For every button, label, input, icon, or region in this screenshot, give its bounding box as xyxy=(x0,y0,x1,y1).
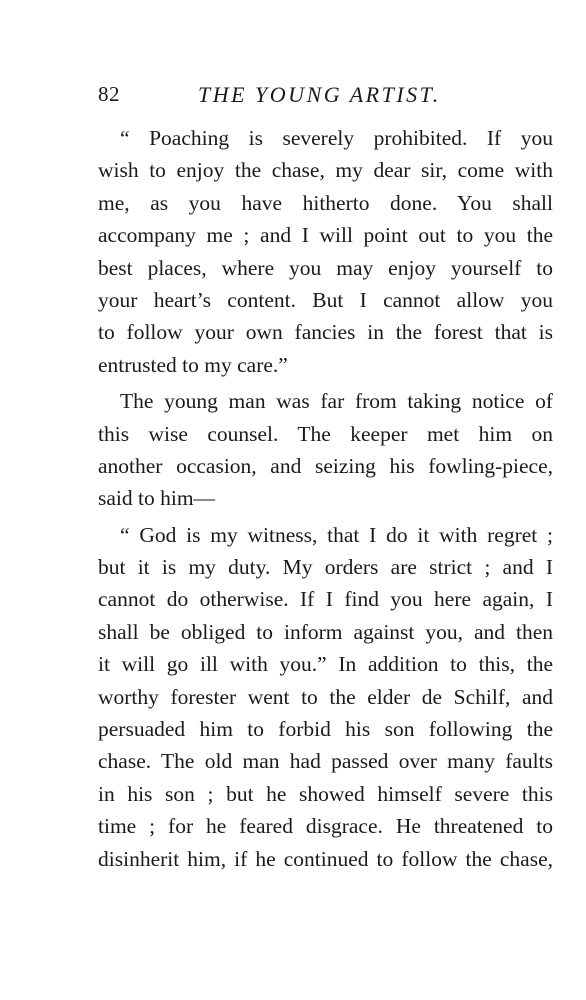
text-line: persuaded him to forbid his son following the xyxy=(98,717,553,742)
text-line: The young man was far from taking notice of xyxy=(120,389,553,414)
text-line: to follow your own fancies in the forest that is xyxy=(98,320,553,345)
text-line: another occasion, and seizing his fowling-piece, xyxy=(98,453,553,478)
body-text xyxy=(98,122,553,875)
text-line: in his son ; but he showed himself severe this xyxy=(98,781,553,806)
text-line: said to him— xyxy=(98,486,216,511)
paragraph xyxy=(98,519,553,875)
text-line: chase. The old man had passed over many faults xyxy=(98,749,553,774)
text-line: this wise counsel. The keeper met him on xyxy=(98,421,553,446)
text-line: “ Poaching is severely prohibited. If you xyxy=(120,126,553,150)
text-line: me, as you have hitherto done. You shall xyxy=(98,190,553,215)
text-line: but it is my duty. My orders are strict ; and I xyxy=(98,555,553,580)
text-line: accompany me ; and I will point out to you the xyxy=(98,223,553,248)
text-line: “ God is my witness, that I do it with regret ; xyxy=(120,522,553,547)
text-line: it will go ill with you.” In addition to this, the xyxy=(98,652,553,677)
text-line: worthy forester went to the elder de Schilf, and xyxy=(98,684,553,709)
text-line: shall be obliged to inform against you, and then xyxy=(98,619,553,644)
text-line: your heart’s content. But I cannot allow you xyxy=(98,287,553,312)
paragraph xyxy=(98,122,553,381)
text-line: time ; for he feared disgrace. He threatened to xyxy=(98,814,553,839)
paragraph xyxy=(98,385,553,515)
text-line: entrusted to my care.” xyxy=(98,352,288,377)
text-line: best places, where you may enjoy yourself to xyxy=(98,255,553,280)
text-line: disinherit him, if he continued to follow the chase, xyxy=(98,846,553,871)
running-title: THE YOUNG ARTIST. xyxy=(198,82,441,107)
text-line: cannot do otherwise. If I find you here again, I xyxy=(98,587,553,612)
text-line: wish to enjoy the chase, my dear sir, come with xyxy=(98,158,553,183)
running-head xyxy=(98,82,558,112)
page-number: 82 xyxy=(98,82,120,106)
